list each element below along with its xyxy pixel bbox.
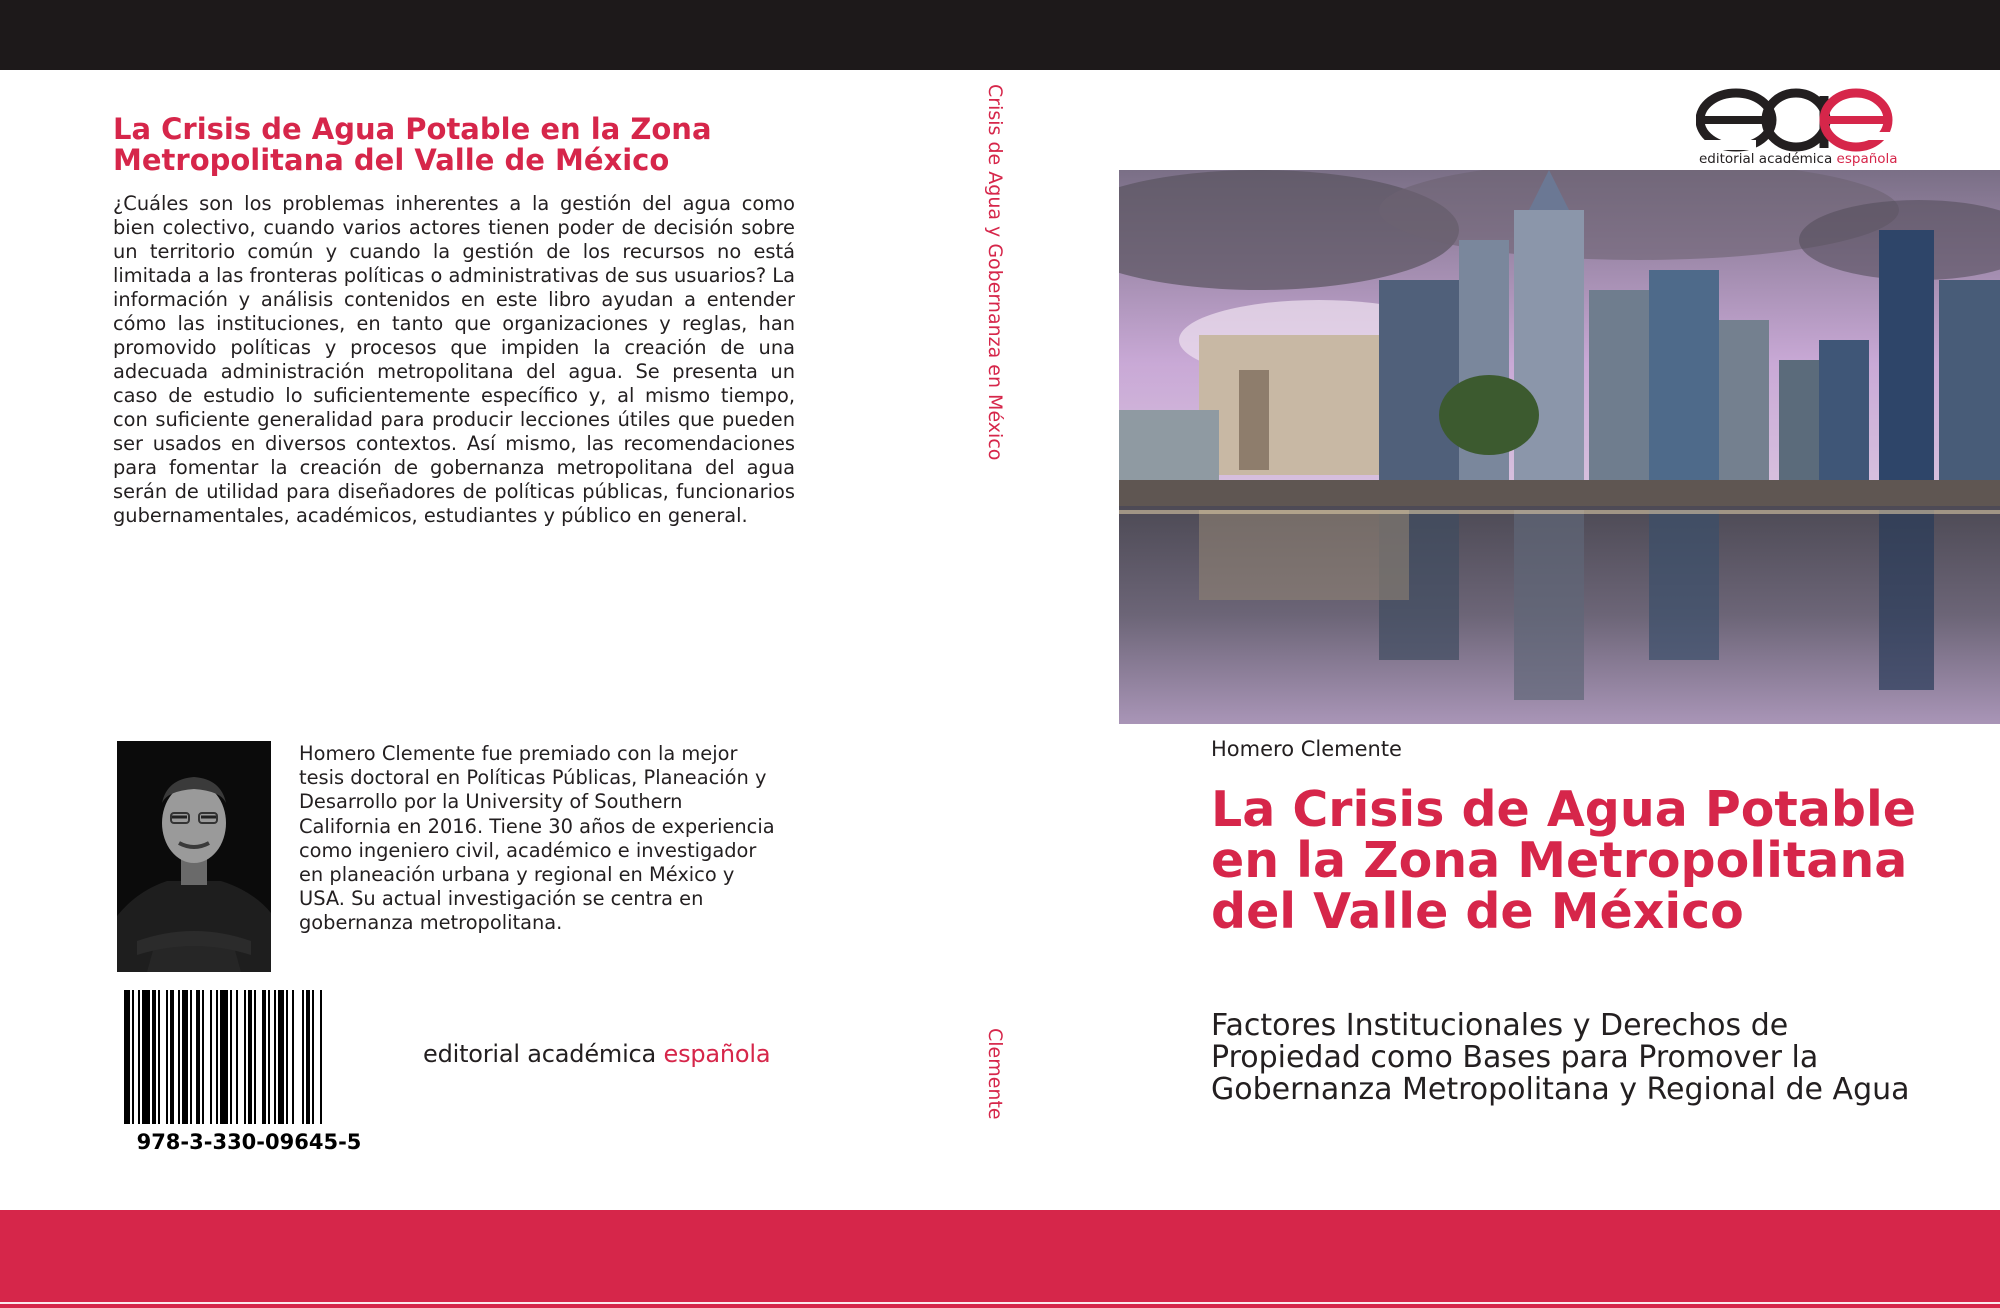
bottom-band-line <box>0 1302 2000 1304</box>
logo-text-accent: española <box>1836 151 1898 167</box>
back-cover-blurb: ¿Cuáles son los problemas inherentes a la gestión del agua como bien colectivo, cuando varios actores tienen poder de decisión sobre un territorio común y cuando la gestión de los recursos no está limitada a las fronteras políticas o administrativas de sus usuarios? La información y análisis contenidos en este libro ayudan a entender cómo las instituciones, en tanto que organizaciones y reglas, han promovido políticas y procesos que impiden la creación de una adecuada administración metropolitana del agua. Se presenta un caso de estudio lo suficientemente específico y, al mismo tiempo, con suficiente generalidad para producir lecciones útiles que pueden ser usados en diversos contextos. Así mismo, las recomendaciones para fomentar la creación de gobernanza metropolitana del agua serán de utilidad para diseñadores de políticas públicas, funcionarios gubernamentales, académicos, estudiantes y público en general. <box>113 192 795 527</box>
back-cover-title: La Crisis de Agua Potable en la Zona Metropolitana del Valle de México <box>113 112 712 177</box>
publisher-name-accent: española <box>663 1040 771 1068</box>
top-band <box>0 0 2000 70</box>
front-title: La Crisis de Agua Potable en la Zona Metropolitana del Valle de México <box>1211 781 1916 940</box>
front-author: Homero Clemente <box>1211 737 1402 761</box>
city-skyline-reflection-image <box>1119 170 2000 724</box>
front-subtitle: Factores Institucionales y Derechos de Propiedad como Bases para Promover la Gobernanza Metropolitana y Regional de Agua <box>1211 1008 1910 1107</box>
spine-title: Crisis de Agua y Gobernanza en México <box>984 84 1006 461</box>
publisher-name-back <box>423 1040 770 1068</box>
author-photo <box>117 741 271 972</box>
publisher-name-main: editorial académica <box>423 1040 664 1068</box>
spine-author: Clemente <box>984 1028 1006 1120</box>
logo-text-main: editorial académica <box>1699 151 1837 167</box>
cover-photo <box>1119 170 2000 724</box>
publisher-logo-text <box>1699 151 1898 167</box>
author-portrait-image <box>117 741 271 972</box>
barcode-icon <box>124 990 374 1124</box>
bottom-band <box>0 1210 2000 1308</box>
author-bio: Homero Clemente fue premiado con la mejor tesis doctoral en Políticas Públicas, Planeación y Desarrollo por la University of Southern California en 2016. Tiene 30 años de experiencia como ingeniero civil, académico e investigador en planeación urbana y regional en México y USA. Su actual investigación se centra en gobernanza metropolitana. <box>299 742 775 935</box>
isbn-number: 978-3-330-09645-5 <box>136 1130 362 1154</box>
